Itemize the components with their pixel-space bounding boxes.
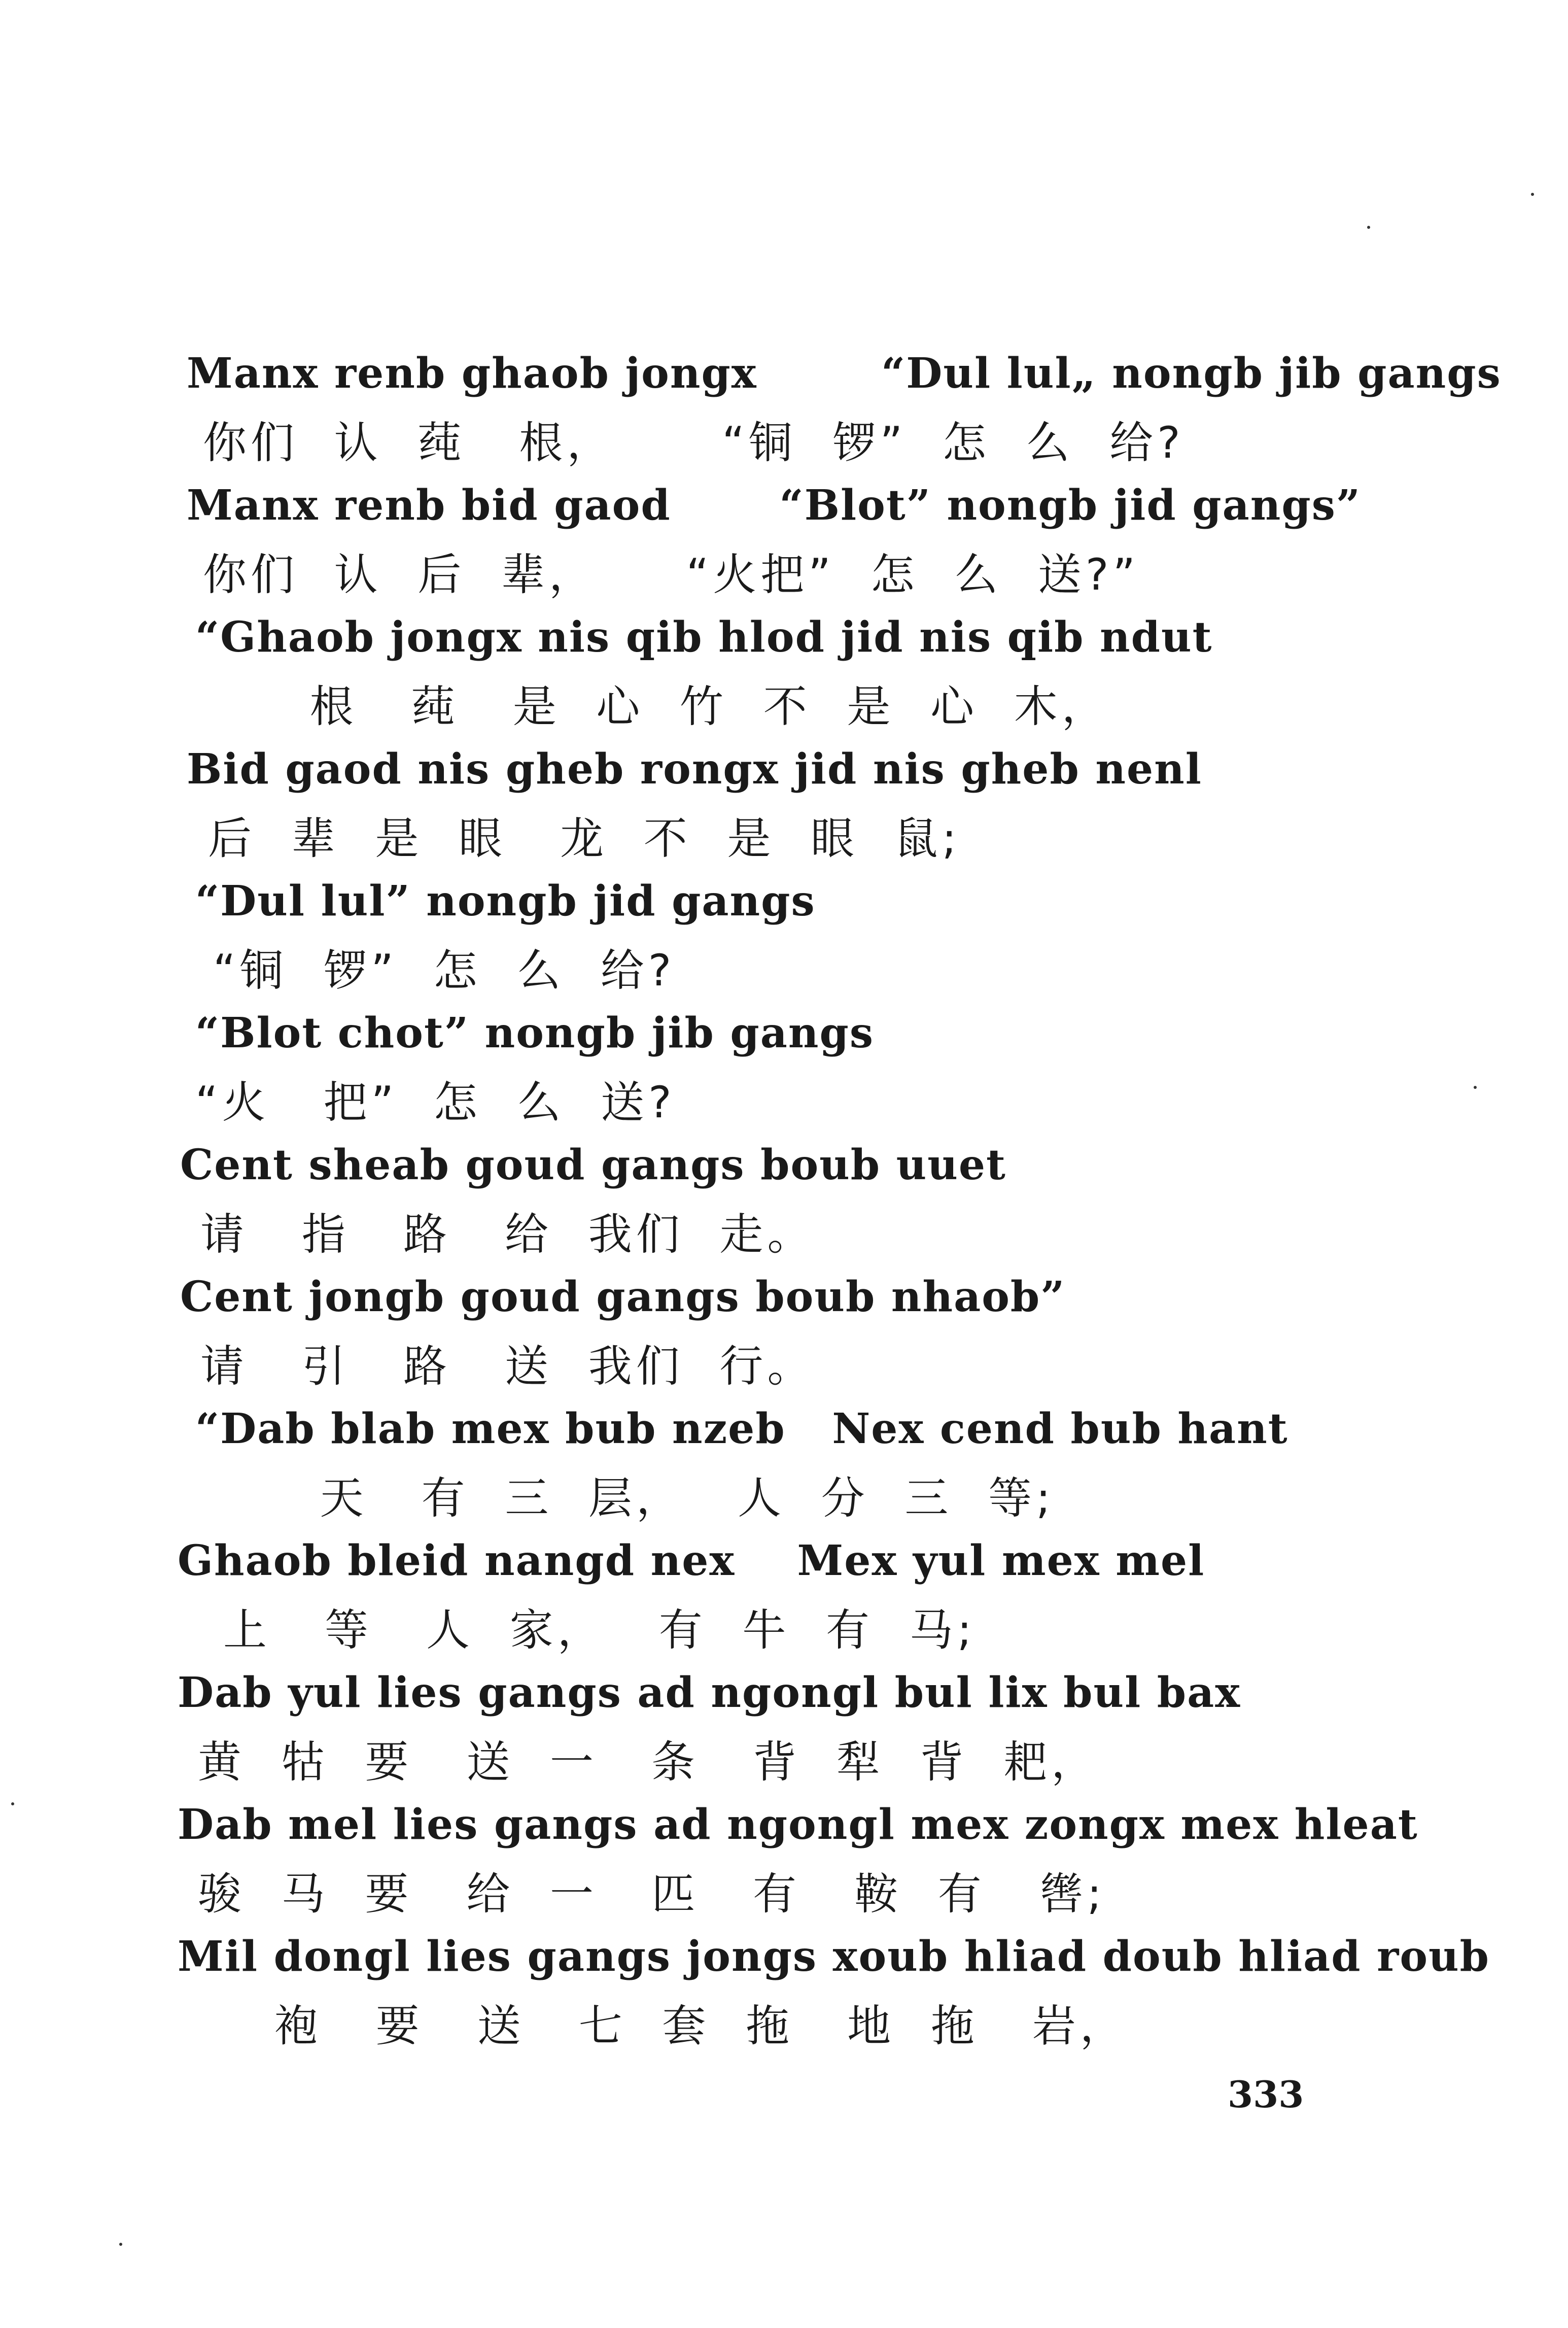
line-25: Mil dongl lies gangs jongs xoub hliad doub hliad roub	[178, 1932, 1490, 1981]
line-15: Cent jongb goud gangs boub nhaob”	[180, 1273, 1066, 1321]
line-14: 请 指 路 给 我们 走。	[200, 1209, 815, 1260]
line-18: 天 有 三 层， 人 分 三 等;	[284, 1473, 1055, 1524]
line-20: 上 等 人 家， 有 牛 有 马;	[223, 1605, 976, 1656]
line-21: Dab yul lies gangs ad ngongl bul lix bul bax	[178, 1668, 1241, 1717]
line-16: 请 引 路 送 我们 行。	[200, 1341, 815, 1392]
scan-speck	[119, 2243, 122, 2246]
line-8: 后 辈 是 眼 龙 不 是 眼 鼠;	[208, 813, 961, 864]
line-1: Manx renb ghaob jongx “Dul lul„ nongb jib gangs	[187, 349, 1502, 398]
line-22: 黄 牯 要 送 一 条 背 犁 背 耙，	[198, 1737, 1099, 1788]
line-6: 根 莼 是 心 竹 不 是 心 木，	[274, 681, 1109, 732]
scan-speck	[1531, 193, 1534, 196]
line-13: Cent sheab goud gangs boub uuet	[180, 1141, 1006, 1189]
line-4: 你们 认 后 辈， “火把” 怎 么 送?”	[203, 550, 1140, 600]
line-12: “火 把” 怎 么 送?	[195, 1077, 676, 1128]
scan-speck	[11, 1802, 14, 1805]
line-10: “铜 锣” 怎 么 给?	[213, 945, 676, 996]
line-24: 骏 马 要 给 一 匹 有 鞍 有 辔;	[198, 1869, 1106, 1920]
line-11: “Blot chot” nongb jib gangs	[195, 1009, 875, 1057]
line-9: “Dul lul” nongb jid gangs	[195, 877, 816, 926]
line-5: “Ghaob jongx nis qib hlod jid nis qib ndut	[195, 613, 1213, 662]
line-17: “Dab blab mex bub nzeb Nex cend bub hant	[195, 1405, 1288, 1453]
line-23: Dab mel lies gangs ad ngongl mex zongx mex hleat	[178, 1800, 1418, 1849]
line-3: Manx renb bid gaod “Blot” nongb jid gangs”	[187, 481, 1362, 530]
scan-speck	[1367, 226, 1370, 229]
page-number: 333	[1228, 2073, 1304, 2116]
scan-speck	[1474, 1086, 1477, 1089]
line-2: 你们 认 莼 根， “铜 锣” 怎 么 给?	[203, 418, 1184, 468]
line-19: Ghaob bleid nangd nex Mex yul mex mel	[178, 1536, 1205, 1585]
line-7: Bid gaod nis gheb rongx jid nis gheb nenl	[187, 745, 1202, 794]
line-26: 袍 要 送 七 套 拖 地 拖 岩，	[238, 2001, 1128, 2051]
